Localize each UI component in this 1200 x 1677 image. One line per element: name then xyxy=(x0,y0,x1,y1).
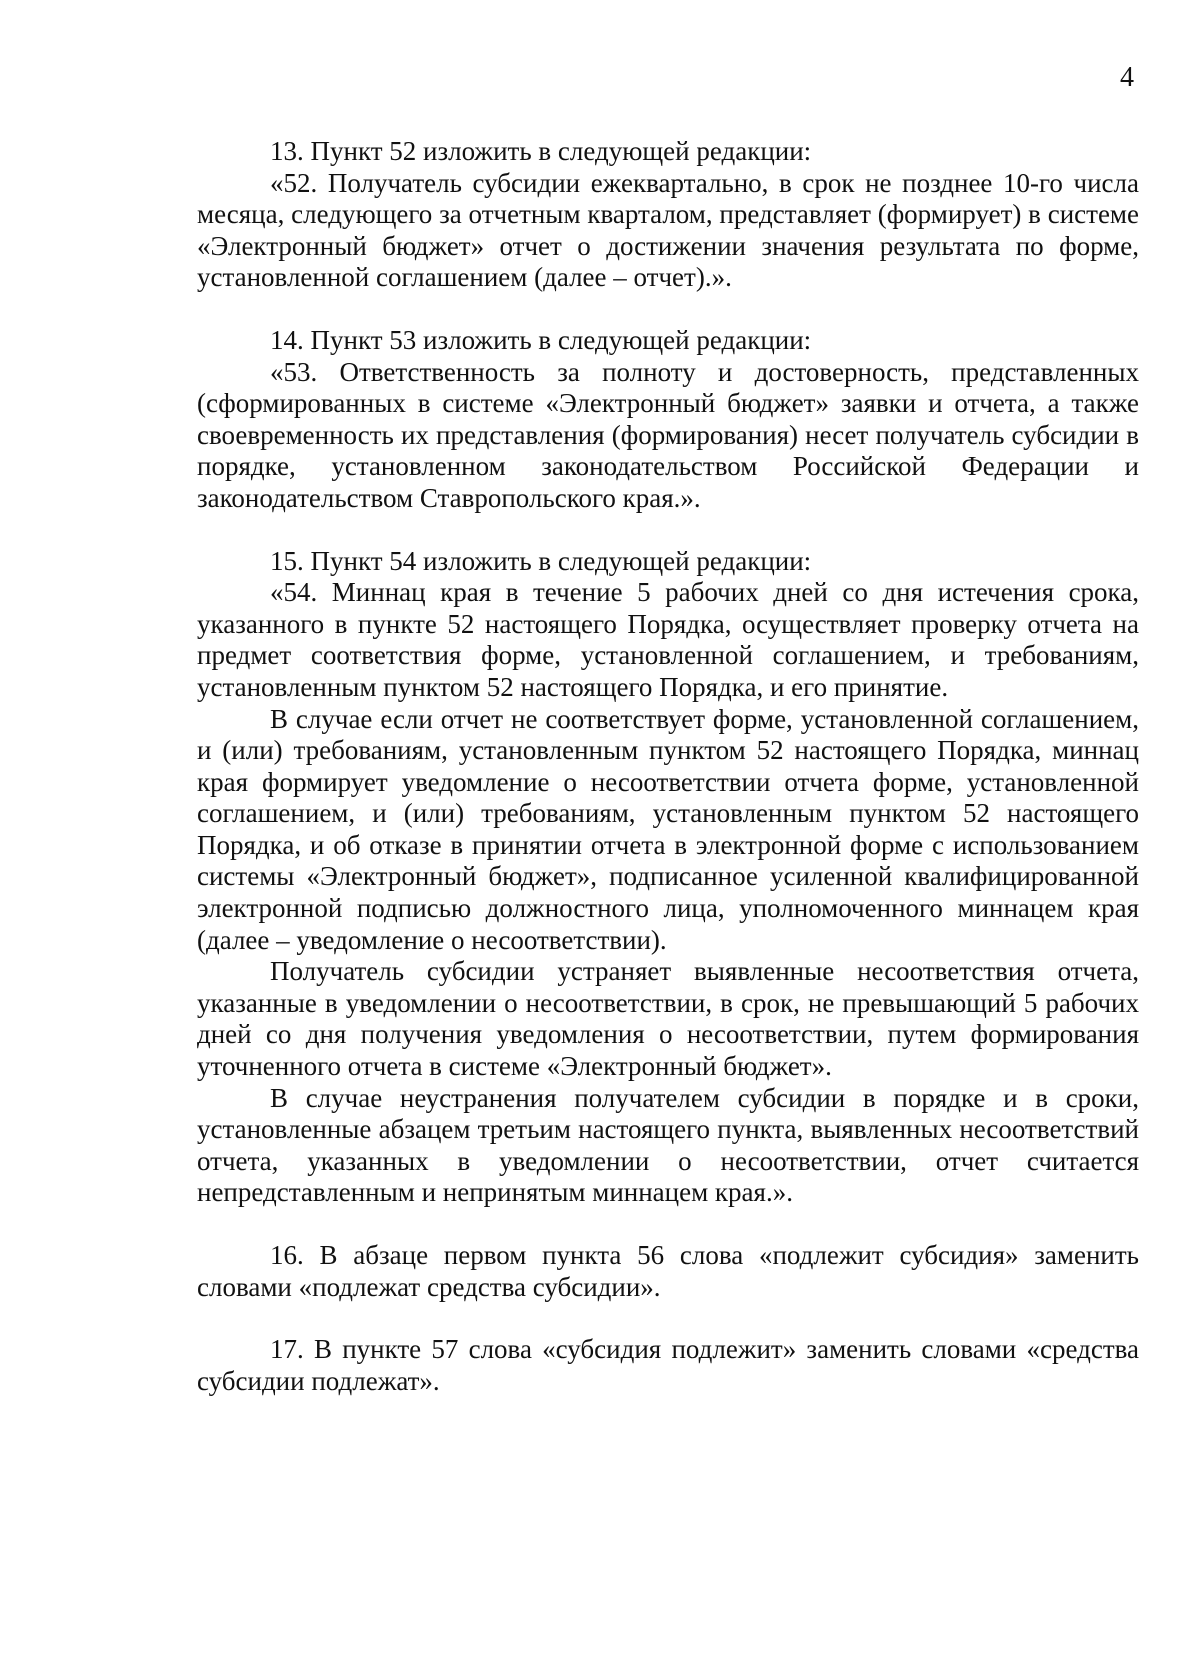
item-14-heading: 14. Пункт 53 изложить в следующей редакции: xyxy=(270,324,812,355)
item-17-paragraph-1: 17. В пункте 57 слова «субсидия подлежит» заменить словами «средства субсидии подлежат». xyxy=(197,1334,1139,1396)
item-13-paragraph-1: «52. Получатель субсидии ежеквартально, в срок не позднее 10-го числа месяца, следующего за отчетным кварталом, представляет (формирует) в системе «Электронный бюджет» отчет о достижении значения результата по форме, установленной соглашением (далее – отчет).». xyxy=(197,167,1139,293)
item-15-paragraph-1: «54. Миннац края в течение 5 рабочих дней со дня истечения срока, указанного в пункте 52 настоящего Порядка, осуществляет проверку отчета на предмет соответствия форме, установленной соглашением, и требованиям, установленным пунктом 52 настоящего Порядка, и его принятие. xyxy=(197,577,1139,702)
item-15 xyxy=(197,546,1139,1209)
item-17 xyxy=(197,1334,1139,1397)
page-number: 4 xyxy=(1120,62,1134,93)
item-14-paragraph-1: «53. Ответственность за полноту и достоверность, представленных (сформированных в системе «Электронный бюджет» заявки и отчета, а также своевременность их представления (формирования) несет получатель субсидии в порядке, установленном законодательством Российской Федерации и законодательством Ставропольского края.». xyxy=(197,356,1139,513)
item-15-paragraph-2: В случае если отчет не соответствует форме, установленной соглашением, и (или) требованиям, установленным пунктом 52 настоящего Порядка, миннац края формирует уведомление о несоответствии отчета форме, установленной соглашением, и (или) требованиям, установленным пунктом 52 настоящего Порядка, и об отказе в принятии отчета в электронной форме с использованием системы «Электронный бюджет», подписанное усиленной квалифицированной электронной подписью должностного лица, уполномоченного миннацем края (далее – уведомление о несоответствии). xyxy=(197,703,1139,955)
item-16 xyxy=(197,1240,1139,1303)
item-15-paragraph-3: Получатель субсидии устраняет выявленные несоответствия отчета, указанные в уведомлении о несоответствии, в срок, не превышающий 5 рабочих дней со дня получения уведомления о несоответствии, путем формирования уточненного отчета в системе «Электронный бюджет». xyxy=(197,956,1139,1082)
item-13-heading: 13. Пункт 52 изложить в следующей редакции: xyxy=(270,136,812,166)
item-16-paragraph-1: 16. В абзаце первом пункта 56 слова «подлежит субсидия» заменить словами «подлежат средства субсидии». xyxy=(197,1240,1139,1302)
item-13 xyxy=(197,136,1139,294)
item-14 xyxy=(197,325,1139,515)
item-15-heading: 15. Пункт 54 изложить в следующей редакции: xyxy=(270,545,812,576)
document-body xyxy=(197,136,1139,1428)
item-15-paragraph-4: В случае неустранения получателем субсидии в порядке и в сроки, установленные абзацем третьим настоящего пункта, выявленных несоответствий отчета, указанных в уведомлении о несоответствии, отчет считается непредставленным и непринятым миннацем края.». xyxy=(197,1082,1139,1208)
